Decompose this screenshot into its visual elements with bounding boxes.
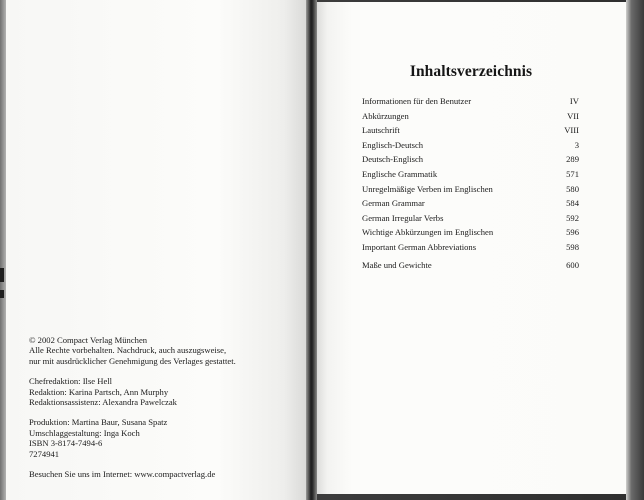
toc-entry[interactable] xyxy=(362,123,579,138)
toc-entry-label: Important German Abbreviations xyxy=(362,241,477,252)
toc-entry-page: 584 xyxy=(566,198,579,209)
edge-mark xyxy=(0,290,4,298)
toc-entry-label: Englische Grammatik xyxy=(362,168,438,179)
toc-entry-label: Informationen für den Benutzer xyxy=(362,96,472,106)
toc-entry[interactable] xyxy=(362,152,579,167)
toc-entry[interactable] xyxy=(362,138,579,153)
toc-entry[interactable] xyxy=(362,94,579,109)
toc-entry[interactable] xyxy=(362,240,579,255)
cover-design-line: Umschlaggestaltung: Inga Koch xyxy=(29,427,140,438)
toc-entry-label: Unregelmäßige Verben im Englischen xyxy=(362,183,493,194)
toc-entry-page: 580 xyxy=(566,183,579,194)
toc-entry[interactable] xyxy=(362,109,579,124)
rights-line: Alle Rechte vorbehalten. Nachdruck, auch auszugsweise, xyxy=(29,345,227,356)
toc-entry-page: 592 xyxy=(566,212,579,223)
toc-entry-label: Lautschrift xyxy=(362,125,400,136)
production-line: Produktion: Martina Baur, Susana Spatz xyxy=(29,417,168,428)
toc-entry[interactable] xyxy=(362,196,579,211)
toc-entry-label: Wichtige Abkürzungen im Englischen xyxy=(362,227,494,238)
toc-entry-label: German Irregular Verbs xyxy=(362,212,444,223)
toc-entry[interactable] xyxy=(362,167,579,182)
book-right-edge xyxy=(626,0,644,500)
toc-entry[interactable] xyxy=(362,225,579,240)
toc-entry-page: 598 xyxy=(566,241,579,252)
editors-line: Redaktion: Karina Partsch, Ann Murphy xyxy=(29,386,169,397)
toc-entry-page: 3 xyxy=(574,139,579,150)
toc-title: Inhaltsverzeichnis xyxy=(409,63,533,80)
toc-entry-label: Maße und Gewichte xyxy=(362,259,432,270)
toc-entry-page: 596 xyxy=(566,227,579,238)
toc-entry-page: 289 xyxy=(566,154,579,165)
toc-entry-label: Deutsch-Englisch xyxy=(362,154,424,165)
edge-mark xyxy=(0,268,4,282)
toc-entry-page: 600 xyxy=(566,259,579,270)
table-of-contents xyxy=(362,94,579,272)
toc-entry-label: Abkürzungen xyxy=(362,110,409,121)
toc-entry-label: German Grammar xyxy=(362,198,425,209)
toc-entry-page: 571 xyxy=(566,168,579,179)
chief-editor-line: Chefredaktion: Ilse Hell xyxy=(29,376,113,387)
website-line: Besuchen Sie uns im Internet: www.compactverlag.de xyxy=(29,469,216,480)
toc-entry-label: Englisch-Deutsch xyxy=(362,139,424,150)
editorial-assistant-line: Redaktionsassistenz: Alexandra Pawelczak xyxy=(29,397,177,408)
toc-entry-page: VIII xyxy=(564,125,579,136)
rights-line: nur mit ausdrücklicher Genehmigung des Verlages gestattet. xyxy=(29,355,236,366)
number-line: 7274941 xyxy=(29,448,60,459)
copyright-line: © 2002 Compact Verlag München xyxy=(29,335,148,345)
toc-entry[interactable] xyxy=(362,211,579,226)
imprint-block xyxy=(29,335,299,479)
isbn-line: ISBN 3-8174-7494-6 xyxy=(29,438,103,449)
toc-entry[interactable] xyxy=(362,258,579,273)
toc-entry[interactable] xyxy=(362,182,579,197)
toc-entry-page: IV xyxy=(569,96,579,106)
toc-entry-page: VII xyxy=(567,110,579,121)
